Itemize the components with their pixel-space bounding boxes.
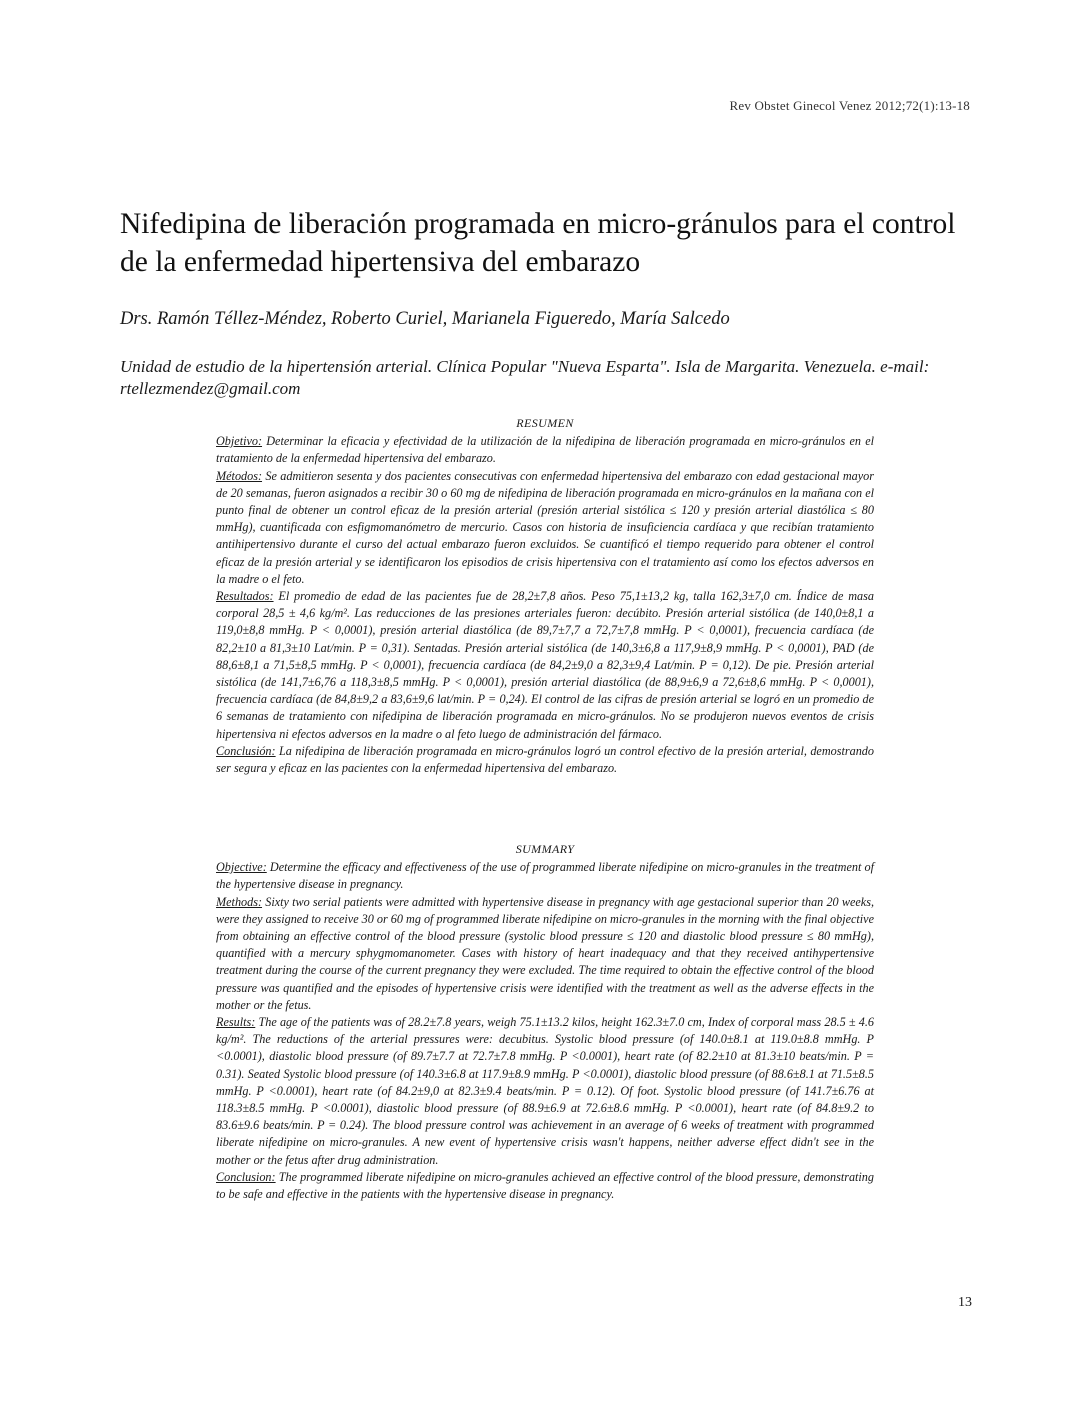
summary-results (216, 1014, 874, 1169)
methods-label: Methods: (216, 894, 263, 909)
summary-section (216, 841, 874, 1203)
article-affiliation: Unidad de estudio de la hipertensión arterial. Clínica Popular "Nueva Esparta". Isla de Margarita. Venezuela. e-mail: rtellezmendez@gmail.com (120, 357, 930, 398)
conclusion-text-es: La nifedipina de liberación programada en micro-gránulos logró un control efectivo de la presión arterial, demostrando ser segura y eficaz en las pacientes con la enfermedad hipertensiva del embarazo. (216, 743, 874, 776)
results-text: The age of the patients was of 28.2±7.8 years, weigh 75.1±13.2 kilos, height 162.3±7.0 cm, Index of corporal mass 28.5 ± 4.6 kg/m². The reductions of the arterial pressures were: decubitus. Systolic blood pressure (of 140.0±8.1 at 119.0±8.8 mmHg. P <0.0001), diastolic blood pressure (of 89.7±7.7 at 72.7±7.8 mmHg. P <0.0001), heart rate (of 82.2±10 at 81.3±10 beats/min. P = 0.31). Seated Systolic blood pressure (of 140.3±6.8 at 117.9±8.9 mmHg. P <0.0001), diastolic blood pressure (of 88.6±8.1 at 71.5±8.5 mmHg. P <0.0001), heart rate (of 84.2±9,0 at 82.3±9.4 beats/min. P = 0.12). Of foot. Systolic blood pressure (of 141.7±6.76 at 118.3±8.5 mmHg. P <0.0001), diastolic blood pressure (of 88.9±6.9 at 72.6±8.6 mmHg. P <0.0001), heart rate (of 84.8±9.2 to 83.6±9.6 beats/min. P = 0.24). The blood pressure control was achievement in an average of 6 weeks of treatment with programmed liberate nifedipine on micro-granules. A new event of hypertensive crisis wasn't happens, neither adverse effect didn't see in the mother or the fetus after drug administration. (216, 1015, 874, 1167)
resumen-resultados (216, 588, 874, 743)
metodos-label: Métodos: (216, 468, 263, 483)
conclusion-text-en: The programmed liberate nifedipine on micro-granules achieved an effective control of the blood pressure, demonstrating to be safe and effective in the patients with the hypertensive disease in pregnancy. (216, 1169, 874, 1202)
objective-text: Determine the efficacy and effectiveness of the use of programmed liberate nifedipine on micro-granules in the treatment of the hypertensive disease in pregnancy. (216, 860, 874, 892)
page-number: 13 (958, 1295, 972, 1310)
article-title: Nifedipina de liberación programada en micro-gránulos para el control de la enfermedad hipertensiva del embarazo (120, 208, 956, 278)
objetivo-label: Objetivo: (216, 434, 263, 449)
conclusion-label-es: Conclusión: (216, 743, 276, 758)
journal-reference: Rev Obstet Ginecol Venez 2012;72(1):13-18 (729, 98, 970, 113)
resumen-conclusion (216, 743, 874, 777)
objetivo-text: Determinar la eficacia y efectividad de la utilización de la nifedipina de liberación programada en micro-gránulos en el tratamiento de la enfermedad hipertensiva del embarazo. (216, 434, 874, 466)
summary-objective (216, 859, 874, 893)
resultados-label: Resultados: (216, 589, 274, 604)
summary-methods (216, 894, 874, 1014)
article-authors: Drs. Ramón Téllez-Méndez, Roberto Curiel, Marianela Figueredo, María Salcedo (120, 309, 730, 329)
resumen-heading: RESUMEN (516, 416, 574, 430)
methods-text: Sixty two serial patients were admitted with hypertensive disease in pregnancy with age gestacional superior than 20 weeks, were they assigned to receive 30 or 60 mg of programmed liberate nifedipine on micro-granules in the morning with the final objective from obtaining an effective control of the blood pressure (systolic blood pressure ≤ 120 and diastolic blood pressure ≤ 80 mmHg), quantified with a mercury sphygmomanometer. Cases with history of heart inadequacy and that they received antihypertensive treatment during the course of the current pregnancy they were excluded. The time required to obtain the effective control of the blood pressure was quantified and the episodes of hypertensive crisis were identified with the treatment as well as the adverse effects in the mother or the fetus. (216, 894, 874, 1012)
summary-heading: SUMMARY (515, 842, 575, 856)
resumen-objetivo (216, 433, 874, 467)
conclusion-label-en: Conclusion: (216, 1169, 276, 1184)
objective-label: Objective: (216, 860, 267, 875)
results-label: Results: (216, 1015, 256, 1030)
resultados-text: El promedio de edad de las pacientes fue de 28,2±7,8 años. Peso 75,1±13,2 kg, talla 162,3±7,0 cm. Índice de masa corporal 28,5 ± 4,6 kg/m². Las reducciones de las presiones arteriales fueron: decúbito. Presión arterial sistólica (de 140,0±8,1 a 119,0±8,8 mmHg. P < 0,0001), presión arterial diastólica (de 89,7±7,7 a 72,7±7,8 mmHg. P < 0,0001), frecuencia cardíaca (de 82,2±10 a 81,3±10 Lat/min. P = 0,31). Sentadas. Presión arterial sistólica (de 140,3±6,8 a 117,9±8,9 mmHg. P < 0,0001), PAD (de 88,6±8,1 a 71,5±8,5 mmHg. P < 0,0001), frecuencia cardíaca (de 84,2±9,0 a 82,3±9,4 Lat/min. P = 0,12). De pie. Presión arterial sistólica (de 141,7±6,76 a 118,3±8,5 mmHg. P < 0,0001), presión arterial diastólica (de 88,9±6,9 a 72,6±8,6 mmHg. P < 0,0001), frecuencia cardíaca (de 84,8±9,2 a 83,6±9,6 lat/min. P = 0,24). El control de las cifras de presión arterial se logró en un promedio de 6 semanas de tratamiento con nifedipina de liberación programada en micro-gránulos. No se produjeron nuevos eventos de crisis hipertensiva ni efectos adversos en la madre o al feto luego de administración del fármaco. (216, 589, 874, 741)
summary-conclusion (216, 1169, 874, 1203)
resumen-metodos (216, 468, 874, 588)
resumen-section (216, 415, 874, 777)
metodos-text: Se admitieron sesenta y dos pacientes consecutivas con enfermedad hipertensiva del embarazo con edad gestacional mayor de 20 semanas, fueron asignados a recibir 30 o 60 mg de nifedipina de liberación programada en micro-gránulos en la mañana con el punto final de obtener un control eficaz de la presión arterial (presión arterial sistólica ≤ 120 y presión arterial diastólica ≤ 80 mmHg), cuantificada con esfigmomanómetro de mercurio. Casos con historia de insuficiencia cardíaca y que recibían tratamiento antihipertensivo durante el curso del actual embarazo fueron excluidos. Se cuantificó el tiempo requerido para obtener el control eficaz de la presión arterial y se identificaron los episodios de crisis hipertensiva con el tratamiento así como los efectos adversos en la madre o el feto. (216, 468, 874, 586)
